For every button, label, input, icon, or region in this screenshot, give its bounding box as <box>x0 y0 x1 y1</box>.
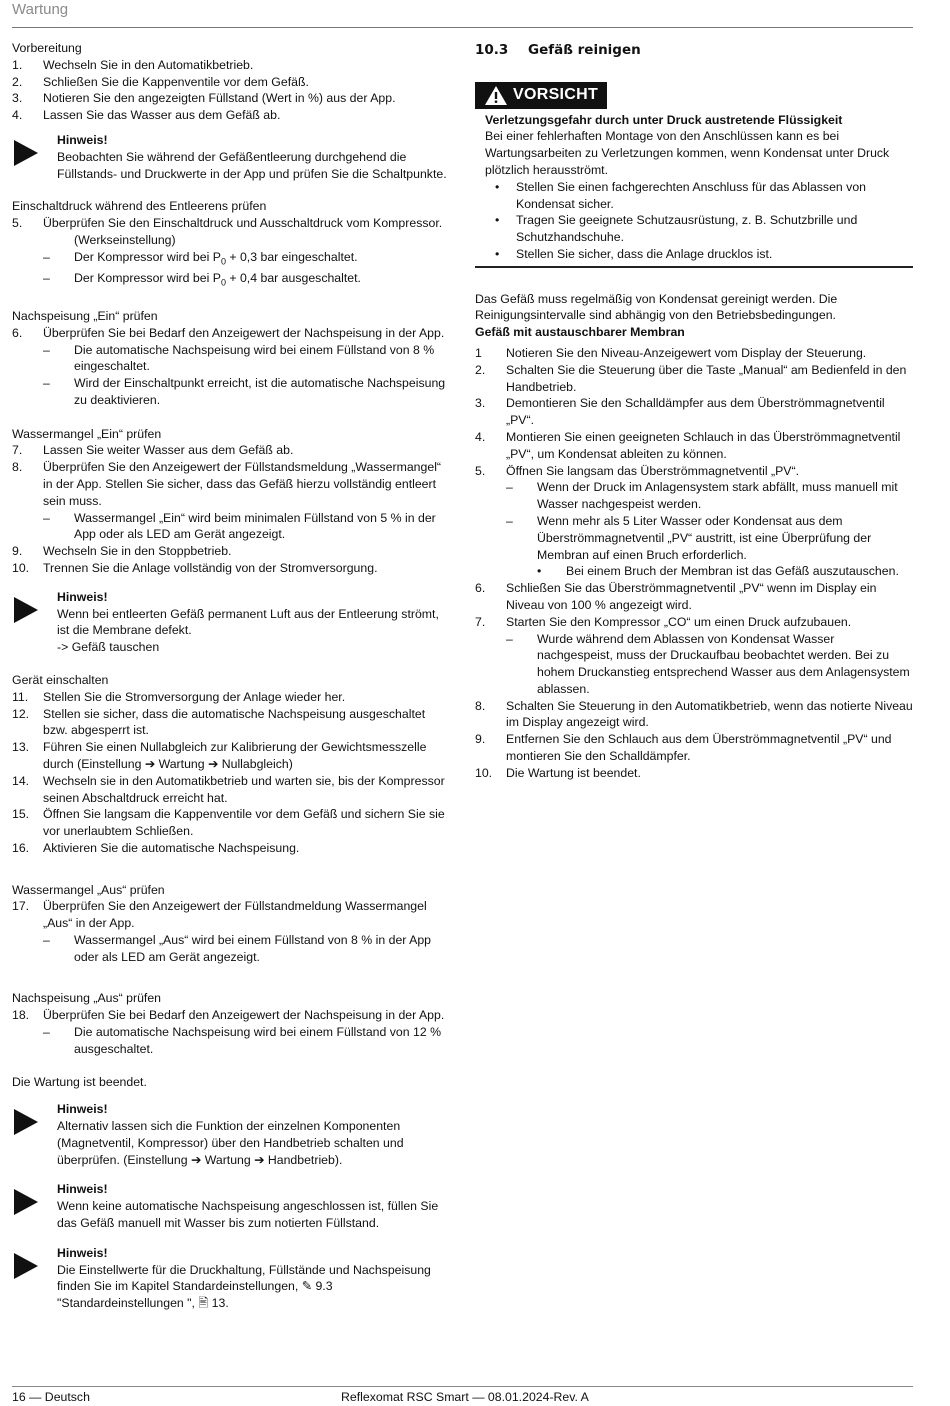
hint-text: Wenn keine automatische Nachspeisung angeschlossen ist, füllen Sie das Gefäß manuell mit Wasser bis zum notierten Füllstand. <box>57 1199 439 1230</box>
left-column <box>12 40 450 1312</box>
list-item: 6. Überprüfen Sie bei Bedarf den Anzeigewert der Nachspeisung in der App. <box>12 325 445 340</box>
page-header <box>12 0 913 28</box>
hint-text: Die Einstellwerte für die Druckhaltung, Füllstände und Nachspeisung finden Sie im Kapitel Standardeinstellungen, ✎ 9.3 "Standardeinstellungen ", 🖹 13. <box>57 1262 431 1311</box>
hint-text: Wenn bei entleerten Gefäß permanent Luft aus der Entleerung strömt, ist die Membrane defekt. <box>57 606 439 638</box>
caution-box <box>475 112 913 268</box>
hint-title: Hinweis! <box>57 589 108 604</box>
done-text: Die Wartung ist beendet. <box>12 1075 147 1090</box>
list-item: 18. Überprüfen Sie bei Bedarf den Anzeigewert der Nachspeisung in der App. <box>12 1008 445 1023</box>
bullet-item: • Tragen Sie geeignete Schutzausrüstung, z. B. Schutzbrille und Schutzhandschuhe. <box>495 213 858 245</box>
dash-item: – Die automatische Nachspeisung wird bei einem Füllstand von 12 % ausgeschaltet. <box>43 1024 442 1056</box>
list-item: 15. Öffnen Sie langsam die Kappenventile vor dem Gefäß und sichern Sie sie vor unerlaubtem Schließen. <box>12 807 445 839</box>
einschalt-heading: Einschaltdruck während des Entleerens prüfen <box>12 199 267 214</box>
geraet-heading: Gerät einschalten <box>12 673 109 687</box>
hint-box <box>12 1101 450 1168</box>
dash-item: – Die automatische Nachspeisung wird bei einem Füllstand von 8 % eingeschaltet. <box>43 342 435 374</box>
list-item: 12. Stellen sie sicher, dass die automatische Nachspeisung ausgeschaltet bzw. abgesperrt ist. <box>12 706 426 738</box>
dash-item: – Wenn der Druck im Anlagensystem stark abfällt, muss manuell mit Wasser nachgespeist werden. <box>506 480 898 512</box>
header-title: Wartung <box>12 1 69 18</box>
section-heading: 10.3 Gefäß reinigen <box>475 42 641 58</box>
list-item: 17. Überprüfen Sie den Anzeigewert der Füllstandmeldung Wassermangel „Aus“ in der App. <box>12 899 427 931</box>
list-item: 10. Trennen Sie die Anlage vollständig von der Stromversorgung. <box>12 561 378 576</box>
list-item: 7. Starten Sie den Kompressor „CO“ um einen Druck aufzubauen. <box>475 614 852 629</box>
list-item: 13. Führen Sie einen Nullabgleich zur Kalibrierung der Gewichtsmesszelle durch (Einstellung ➔ Wartung ➔ Nullabgleich) <box>12 740 427 771</box>
footer-page-number: 16 — Deutsch <box>12 1390 90 1404</box>
caution-text: Bei einer fehlerhaften Montage von den Anschlüssen kann es bei Wartungsarbeiten zu Verletzungen kommen, wenn Kondensat unter Druck plötzlich herausströmt. <box>485 129 890 177</box>
caution-label: VORSICHT <box>475 82 607 109</box>
list-item: 8. Überprüfen Sie den Anzeigewert der Füllstandsmeldung „Wassermangel“ in der App. Stellen Sie sicher, dass das Gefäß hierzu vollständig entleert sein muss. <box>12 460 442 508</box>
hint-title: Hinweis! <box>57 1102 108 1117</box>
list-item: 3. Notieren Sie den angezeigten Füllstand (Wert in %) aus der App. <box>12 91 396 106</box>
list-item: 9. Wechseln Sie in den Stoppbetrieb. <box>12 544 232 559</box>
right-column <box>475 40 913 782</box>
list-item: 10. Die Wartung ist beendet. <box>475 765 641 780</box>
list-item: 7. Lassen Sie weiter Wasser aus dem Gefäß ab. <box>12 443 294 458</box>
bullet-item: • Stellen Sie sicher, dass die Anlage drucklos ist. <box>495 246 773 261</box>
hint-text: -> Gefäß tauschen <box>57 640 160 655</box>
hint-arrow-icon <box>12 132 57 182</box>
sub-bullet-item: • Bei einem Bruch der Membran ist das Gefäß auszutauschen. <box>537 564 899 579</box>
hint-box <box>12 1181 450 1231</box>
list-item: 5. Öffnen Sie langsam das Überströmmagnetventil „PV“. <box>475 463 799 478</box>
warning-triangle-icon <box>485 86 507 105</box>
list-item: 16. Aktivieren Sie die automatische Nachspeisung. <box>12 840 300 855</box>
footer-document-title: Reflexomat RSC Smart — 08.01.2024-Rev. A <box>341 1390 589 1404</box>
hint-box <box>12 589 450 656</box>
list-item: 1 Notieren Sie den Niveau-Anzeigewert vom Display der Steuerung. <box>475 345 867 360</box>
list-item: 2. Schalten Sie die Steuerung über die Taste „Manual“ am Bedienfeld in den Handbetrieb. <box>475 362 907 394</box>
nachspeisung-ein-heading: Nachspeisung „Ein“ prüfen <box>12 309 158 324</box>
dash-item: – Wurde während dem Ablassen von Kondensat Wasser nachgespeist, muss der Druckaufbau beobachtet werden. Bei zu hohem Druckanstieg entsprechend Wasser aus dem Anlagensystem ablassen. <box>506 631 910 696</box>
list-item-cont: (Werkseinstellung) <box>74 232 176 247</box>
geraet-steps <box>12 689 450 857</box>
list-item: 4. Lassen Sie das Wasser aus dem Gefäß ab. <box>12 108 281 123</box>
hint-title: Hinweis! <box>57 1182 108 1197</box>
hint-arrow-icon <box>12 1101 57 1168</box>
hint-arrow-icon <box>12 1181 57 1231</box>
list-item: 5. Überprüfen Sie den Einschaltdruck und Ausschaltdruck vom Kompressor. <box>12 216 443 231</box>
list-item: 6. Schließen Sie das Überströmmagnetventil „PV“ wenn im Display ein Niveau von 100 % angezeigt wird. <box>475 581 877 612</box>
list-item: 4. Montieren Sie einen geeigneten Schlauch in das Überströmmagnetventil „PV“, um Kondensat ableiten zu können. <box>475 429 901 461</box>
caution-title: Verletzungsgefahr durch unter Druck austretende Flüssigkeit <box>485 112 843 127</box>
caution-bullets <box>485 179 913 263</box>
prep-steps <box>12 57 450 124</box>
prep-heading: Vorbereitung <box>12 41 82 55</box>
list-item: 3. Demontieren Sie den Schalldämpfer aus dem Überströmmagnetventil „PV“. <box>475 396 885 428</box>
dash-item: – Wenn mehr als 5 Liter Wasser oder Kondensat aus dem Überströmmagnetventil „PV“ austritt, ist eine Überprüfung der Membran auf einen Bruch erforderlich. <box>506 513 872 562</box>
list-item: 9. Entfernen Sie den Schlauch aus dem Überströmmagnetventil „PV“ und montieren Sie den Schalldämpfer. <box>475 732 892 764</box>
hint-box <box>12 132 450 182</box>
nachspeisung-aus-heading: Nachspeisung „Aus“ prüfen <box>12 991 162 1006</box>
intro-text: Das Gefäß muss regelmäßig von Kondensat gereinigt werden. Die Reinigungsintervalle sind abhängig von den Betriebsbedingungen. <box>475 291 838 323</box>
membran-heading: Gefäß mit austauschbarer Membran <box>475 325 685 340</box>
list-item: 11. Stellen Sie die Stromversorgung der Anlage wieder her. <box>12 689 346 704</box>
hint-text: Alternativ lassen sich die Funktion der einzelnen Komponenten (Magnetventil, Kompressor) über den Handbetrieb schalten und überprüfen. (Einstellung ➔ Wartung ➔ Handbetrieb). <box>57 1118 404 1167</box>
list-item: 2. Schließen Sie die Kappenventile vor dem Gefäß. <box>12 74 309 89</box>
dash-item: – Wassermangel „Ein“ wird beim minimalen Füllstand von 5 % in der App oder als LED am Gerät angezeigt. <box>43 510 436 542</box>
list-item: 1. Wechseln Sie in den Automatikbetrieb. <box>12 57 254 72</box>
dash-item: – Wird der Einschaltpunkt erreicht, ist die automatische Nachspeisung zu deaktivieren. <box>43 376 446 408</box>
page-footer <box>12 1386 913 1406</box>
hint-box <box>12 1245 450 1312</box>
dash-item: – Wassermangel „Aus“ wird bei einem Füllstand von 8 % in der App oder als LED am Gerät angezeigt. <box>43 932 431 964</box>
dash-item: – Der Kompressor wird bei $P_0 + 0,4$ bar ausgeschaltet. <box>43 271 361 288</box>
wassermangel-aus-heading: Wassermangel „Aus“ prüfen <box>12 882 165 897</box>
hint-arrow-icon <box>12 1245 57 1312</box>
bullet-item: • Stellen Sie einen fachgerechten Anschluss für das Ablassen von Kondensat sicher. <box>495 179 867 211</box>
list-item: 8. Schalten Sie Steuerung in den Automatikbetrieb, wenn das notierte Niveau im Display angezeigt wird. <box>475 698 913 730</box>
dash-item: – Der Kompressor wird bei $P_0 + 0,3$ bar eingeschaltet. <box>43 249 358 267</box>
hint-title: Hinweis! <box>57 1245 108 1260</box>
wassermangel-ein-heading: Wassermangel „Ein“ prüfen <box>12 426 162 441</box>
hint-arrow-icon <box>12 589 57 656</box>
list-item: 14. Wechseln sie in den Automatikbetrieb und warten sie, bis der Kompressor seinen Abschaltdruck erreicht hat. <box>12 773 445 805</box>
hint-text: Beobachten Sie während der Gefäßentleerung durchgehend die Füllstands- und Druckwerte in der App und prüfen Sie die Schaltpunkte. <box>57 149 447 181</box>
hint-title: Hinweis! <box>57 132 108 147</box>
